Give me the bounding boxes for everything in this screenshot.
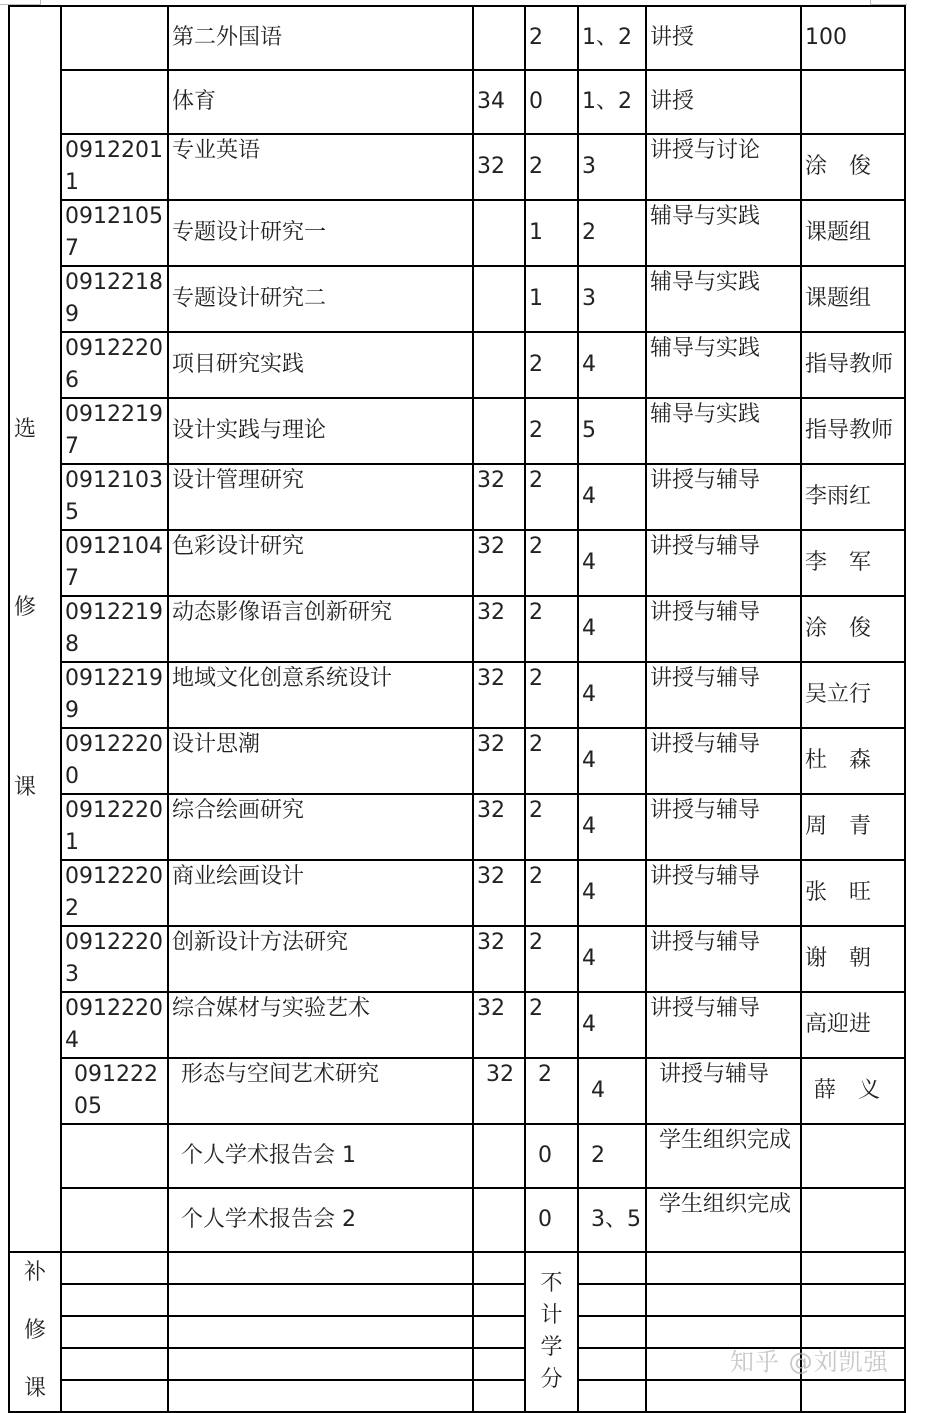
course-method: 讲授与辅导 xyxy=(646,1058,801,1124)
course-semester: 4 xyxy=(578,464,646,530)
remedial-name xyxy=(168,1380,473,1412)
course-method: 讲授与辅导 xyxy=(646,596,801,662)
course-name: 动态影像语言创新研究 xyxy=(168,596,473,662)
course-hours: 32 xyxy=(473,794,525,860)
table-row xyxy=(9,794,905,860)
course-method: 讲授与辅导 xyxy=(646,662,801,728)
course-method: 辅导与实践 xyxy=(646,200,801,266)
remedial-teacher xyxy=(801,1252,905,1284)
course-name: 第二外国语 xyxy=(168,6,473,70)
course-credits: 2 xyxy=(525,1058,578,1124)
course-semester: 4 xyxy=(578,332,646,398)
course-method: 辅导与实践 xyxy=(646,332,801,398)
course-method: 学生组织完成 xyxy=(646,1124,801,1188)
course-teacher: 课题组 xyxy=(801,266,905,332)
table-row xyxy=(9,596,905,662)
table-row xyxy=(9,992,905,1058)
course-semester: 4 xyxy=(578,1058,646,1124)
remedial-method xyxy=(646,1284,801,1316)
course-semester: 1、2 xyxy=(578,6,646,70)
course-code: 09122203 xyxy=(61,926,168,992)
table-row xyxy=(9,860,905,926)
course-credits: 2 xyxy=(525,728,578,794)
remedial-method xyxy=(646,1252,801,1284)
course-teacher xyxy=(801,1124,905,1188)
course-method: 辅导与实践 xyxy=(646,398,801,464)
course-name: 专题设计研究一 xyxy=(168,200,473,266)
remedial-name xyxy=(168,1316,473,1348)
remedial-hours xyxy=(473,1252,525,1284)
course-name: 个人学术报告会 1 xyxy=(168,1124,473,1188)
course-hours: 32 xyxy=(473,596,525,662)
course-hours: 34 xyxy=(473,70,525,134)
course-table xyxy=(8,5,906,1413)
course-semester: 3 xyxy=(578,134,646,200)
course-credits: 0 xyxy=(525,1124,578,1188)
table-row xyxy=(9,530,905,596)
course-hours: 32 xyxy=(473,728,525,794)
course-code: 09122197 xyxy=(61,398,168,464)
course-teacher: 杜 森 xyxy=(801,728,905,794)
course-credits: 0 xyxy=(525,1188,578,1252)
course-semester: 4 xyxy=(578,530,646,596)
course-code: 09122206 xyxy=(61,332,168,398)
remedial-code xyxy=(61,1284,168,1316)
remedial-row xyxy=(9,1284,905,1316)
course-credits: 0 xyxy=(525,70,578,134)
course-name: 商业绘画设计 xyxy=(168,860,473,926)
remedial-name xyxy=(168,1252,473,1284)
course-name: 设计管理研究 xyxy=(168,464,473,530)
course-semester: 4 xyxy=(578,794,646,860)
table-row xyxy=(9,1124,905,1188)
course-teacher: 李 军 xyxy=(801,530,905,596)
remedial-hours xyxy=(473,1348,525,1380)
course-method: 讲授与辅导 xyxy=(646,860,801,926)
course-teacher: 吴立行 xyxy=(801,662,905,728)
course-name: 个人学术报告会 2 xyxy=(168,1188,473,1252)
course-code: 09122205 xyxy=(61,1058,168,1124)
remedial-hours xyxy=(473,1284,525,1316)
table-row xyxy=(9,1058,905,1124)
course-method: 讲授与讨论 xyxy=(646,134,801,200)
table-row xyxy=(9,728,905,794)
course-name: 设计实践与理论 xyxy=(168,398,473,464)
course-semester: 4 xyxy=(578,860,646,926)
remedial-method xyxy=(646,1380,801,1412)
category-char: 选 xyxy=(14,417,37,442)
course-name: 形态与空间艺术研究 xyxy=(168,1058,473,1124)
course-name: 项目研究实践 xyxy=(168,332,473,398)
remedial-teacher xyxy=(801,1380,905,1412)
course-method: 辅导与实践 xyxy=(646,266,801,332)
course-hours xyxy=(473,266,525,332)
course-credits: 2 xyxy=(525,398,578,464)
course-name: 地域文化创意系统设计 xyxy=(168,662,473,728)
course-name: 综合媒材与实验艺术 xyxy=(168,992,473,1058)
course-method: 讲授与辅导 xyxy=(646,530,801,596)
course-teacher: 谢 朝 xyxy=(801,926,905,992)
category-elective xyxy=(9,6,61,1252)
remedial-row xyxy=(9,1380,905,1412)
table-row xyxy=(9,662,905,728)
table-row xyxy=(9,398,905,464)
remedial-code xyxy=(61,1380,168,1412)
course-semester: 4 xyxy=(578,926,646,992)
course-credits: 2 xyxy=(525,794,578,860)
course-hours: 32 xyxy=(473,860,525,926)
course-code: 09122201 xyxy=(61,794,168,860)
table-row xyxy=(9,464,905,530)
no-credit-char: 计 xyxy=(540,1303,563,1328)
course-teacher: 周 青 xyxy=(801,794,905,860)
table-row xyxy=(9,1188,905,1252)
course-teacher: 李雨红 xyxy=(801,464,905,530)
course-name: 专业英语 xyxy=(168,134,473,200)
remedial-code xyxy=(61,1252,168,1284)
table-row xyxy=(9,266,905,332)
watermark: 知乎 @刘凯强 xyxy=(730,1348,889,1376)
table-row xyxy=(9,926,905,992)
table-row xyxy=(9,70,905,134)
remedial-hours xyxy=(473,1380,525,1412)
course-name: 创新设计方法研究 xyxy=(168,926,473,992)
course-code: 09122204 xyxy=(61,992,168,1058)
course-hours xyxy=(473,1188,525,1252)
course-credits: 1 xyxy=(525,266,578,332)
course-teacher xyxy=(801,70,905,134)
table-row xyxy=(9,332,905,398)
course-name: 设计思潮 xyxy=(168,728,473,794)
course-hours xyxy=(473,1124,525,1188)
remedial-code xyxy=(61,1316,168,1348)
course-method: 讲授与辅导 xyxy=(646,794,801,860)
course-teacher: 薛 义 xyxy=(801,1058,905,1124)
course-code: 09122200 xyxy=(61,728,168,794)
category-char: 修 xyxy=(23,1318,46,1343)
remedial-semester xyxy=(578,1316,646,1348)
course-method: 学生组织完成 xyxy=(646,1188,801,1252)
course-credits: 2 xyxy=(525,134,578,200)
course-code: 09122198 xyxy=(61,596,168,662)
course-semester: 3 xyxy=(578,266,646,332)
course-code: 09122011 xyxy=(61,134,168,200)
course-credits: 1 xyxy=(525,200,578,266)
remedial-row xyxy=(9,1252,905,1284)
course-method: 讲授与辅导 xyxy=(646,992,801,1058)
course-name: 体育 xyxy=(168,70,473,134)
course-hours xyxy=(473,200,525,266)
course-hours xyxy=(473,398,525,464)
category-char: 修 xyxy=(14,595,37,620)
course-teacher: 指导教师 xyxy=(801,332,905,398)
remedial-semester xyxy=(578,1380,646,1412)
course-hours: 32 xyxy=(473,992,525,1058)
category-char: 补 xyxy=(23,1260,46,1285)
remedial-name xyxy=(168,1284,473,1316)
course-semester: 4 xyxy=(578,596,646,662)
category-char: 课 xyxy=(14,775,37,800)
course-code: 09122202 xyxy=(61,860,168,926)
table-row xyxy=(9,200,905,266)
course-method: 讲授 xyxy=(646,70,801,134)
course-hours xyxy=(473,332,525,398)
course-semester: 4 xyxy=(578,992,646,1058)
course-hours: 32 xyxy=(473,1058,525,1124)
course-hours: 32 xyxy=(473,464,525,530)
course-credits: 2 xyxy=(525,596,578,662)
course-hours xyxy=(473,6,525,70)
course-code: 09122199 xyxy=(61,662,168,728)
course-teacher: 涂 俊 xyxy=(801,134,905,200)
course-hours: 32 xyxy=(473,530,525,596)
course-hours: 32 xyxy=(473,926,525,992)
course-hours: 32 xyxy=(473,134,525,200)
course-code: 09122189 xyxy=(61,266,168,332)
course-code: 09121057 xyxy=(61,200,168,266)
no-credit-char: 不 xyxy=(540,1271,563,1296)
remedial-teacher xyxy=(801,1284,905,1316)
course-teacher: 张 旺 xyxy=(801,860,905,926)
course-semester: 1、2 xyxy=(578,70,646,134)
course-method: 讲授 xyxy=(646,6,801,70)
remedial-hours xyxy=(473,1316,525,1348)
no-credit-char: 分 xyxy=(540,1367,563,1392)
course-teacher: 课题组 xyxy=(801,200,905,266)
course-code: 09121047 xyxy=(61,530,168,596)
no-credit-note xyxy=(525,1252,578,1412)
course-credits: 2 xyxy=(525,530,578,596)
course-code xyxy=(61,1188,168,1252)
no-credit-char: 学 xyxy=(540,1335,563,1360)
course-semester: 2 xyxy=(578,200,646,266)
course-name: 专题设计研究二 xyxy=(168,266,473,332)
course-semester: 5 xyxy=(578,398,646,464)
course-method: 讲授与辅导 xyxy=(646,728,801,794)
course-credits: 2 xyxy=(525,926,578,992)
course-code: 09121035 xyxy=(61,464,168,530)
course-code xyxy=(61,1124,168,1188)
course-code xyxy=(61,70,168,134)
course-credits: 2 xyxy=(525,332,578,398)
course-name: 综合绘画研究 xyxy=(168,794,473,860)
remedial-name xyxy=(168,1348,473,1380)
course-semester: 4 xyxy=(578,728,646,794)
course-teacher: 指导教师 xyxy=(801,398,905,464)
category-char: 课 xyxy=(23,1376,46,1401)
table-row xyxy=(9,6,905,70)
course-hours: 32 xyxy=(473,662,525,728)
course-semester: 3、5 xyxy=(578,1188,646,1252)
course-teacher: 涂 俊 xyxy=(801,596,905,662)
course-credits: 2 xyxy=(525,464,578,530)
remedial-code xyxy=(61,1348,168,1380)
category-remedial xyxy=(9,1252,61,1412)
course-teacher xyxy=(801,1188,905,1252)
remedial-semester xyxy=(578,1348,646,1380)
course-credits: 2 xyxy=(525,860,578,926)
course-credits: 2 xyxy=(525,992,578,1058)
remedial-semester xyxy=(578,1252,646,1284)
course-teacher: 高迎进 xyxy=(801,992,905,1058)
course-name: 色彩设计研究 xyxy=(168,530,473,596)
course-code xyxy=(61,6,168,70)
course-method: 讲授与辅导 xyxy=(646,926,801,992)
course-credits: 2 xyxy=(525,662,578,728)
course-credits: 2 xyxy=(525,6,578,70)
remedial-semester xyxy=(578,1284,646,1316)
course-semester: 4 xyxy=(578,662,646,728)
course-method: 讲授与辅导 xyxy=(646,464,801,530)
course-teacher: 100 xyxy=(801,6,905,70)
table-row xyxy=(9,134,905,200)
course-semester: 2 xyxy=(578,1124,646,1188)
